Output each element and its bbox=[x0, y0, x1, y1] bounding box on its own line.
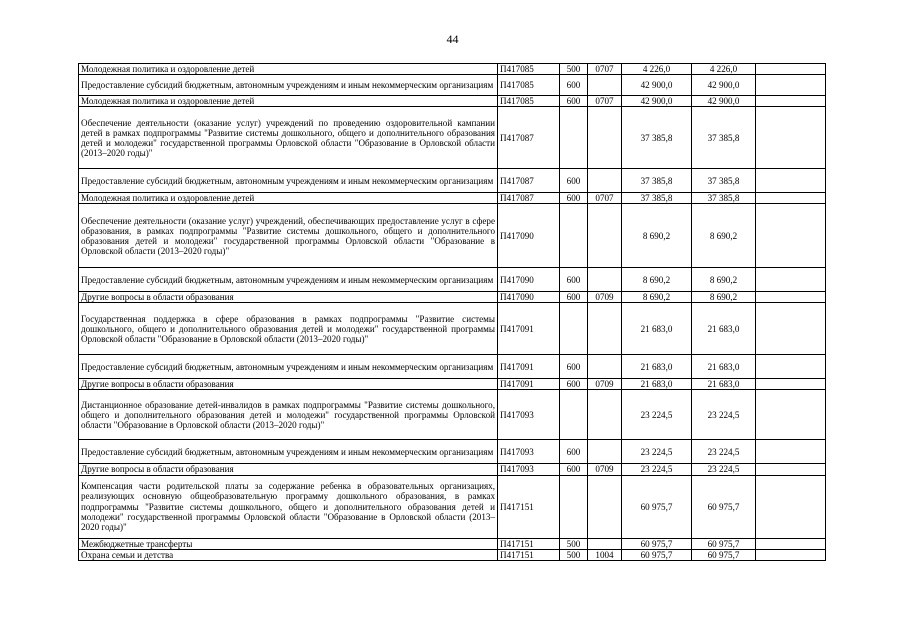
row-value-2: 42 900,0 bbox=[692, 75, 756, 96]
row-value-1: 37 385,8 bbox=[622, 107, 692, 169]
table-row bbox=[79, 475, 826, 538]
row-description: Государственная поддержка в сфере образования в рамках подпрограммы "Развитие системы дошкольного, общего и дополнительного образования детей и молодежи" государственной программы Орловской области "Образование в Орловской области (2013–2020 годы)" bbox=[79, 303, 498, 355]
row-code: П417151 bbox=[498, 475, 560, 538]
row-rz bbox=[588, 303, 622, 355]
row-rz: 0707 bbox=[588, 96, 622, 107]
row-description: Предоставление субсидий бюджетным, автономным учреждениям и иным некоммерческим организациям bbox=[79, 268, 498, 292]
row-value-2: 23 224,5 bbox=[692, 440, 756, 464]
table-row bbox=[79, 169, 826, 193]
row-description: Предоставление субсидий бюджетным, автономным учреждениям и иным некоммерческим организациям bbox=[79, 169, 498, 193]
row-description: Молодежная политика и оздоровление детей bbox=[79, 193, 498, 204]
row-description: Обеспечение деятельности (оказание услуг) учреждений по проведению оздоровительной кампании детей в рамках подпрограммы "Развитие системы дошкольного, общего и дополнительного образования детей и молодежи" государственной программы Орловской области "Образование в Орловской области (2013–2020 годы)" bbox=[79, 107, 498, 169]
row-empty-cell bbox=[756, 440, 826, 464]
row-value-1: 8 690,2 bbox=[622, 204, 692, 268]
row-value-2: 23 224,5 bbox=[692, 464, 756, 475]
row-value-2: 60 975,7 bbox=[692, 475, 756, 538]
row-vr: 500 bbox=[560, 538, 588, 549]
row-vr bbox=[560, 107, 588, 169]
budget-table-body bbox=[79, 64, 826, 561]
row-value-2: 8 690,2 bbox=[692, 292, 756, 303]
row-empty-cell bbox=[756, 464, 826, 475]
row-vr: 600 bbox=[560, 96, 588, 107]
row-vr bbox=[560, 390, 588, 440]
row-value-2: 21 683,0 bbox=[692, 355, 756, 379]
row-rz: 0709 bbox=[588, 292, 622, 303]
table-row bbox=[79, 193, 826, 204]
row-value-1: 21 683,0 bbox=[622, 303, 692, 355]
page-number: 44 bbox=[446, 32, 459, 46]
row-vr: 600 bbox=[560, 75, 588, 96]
row-description: Дистанционное образование детей-инвалидов в рамках подпрограммы "Развитие системы дошкольного, общего и дополнительного образования детей и молодежи" государственной программы Орловской области "Образование в Орловской области (2013–2020 годы)" bbox=[79, 390, 498, 440]
row-vr bbox=[560, 475, 588, 538]
row-description: Другие вопросы в области образования bbox=[79, 379, 498, 390]
row-code: П417087 bbox=[498, 107, 560, 169]
row-value-2: 23 224,5 bbox=[692, 390, 756, 440]
row-value-2: 42 900,0 bbox=[692, 96, 756, 107]
row-rz: 0707 bbox=[588, 64, 622, 75]
table-row bbox=[79, 96, 826, 107]
row-code: П417091 bbox=[498, 379, 560, 390]
row-vr: 600 bbox=[560, 292, 588, 303]
table-row bbox=[79, 303, 826, 355]
row-description: Другие вопросы в области образования bbox=[79, 292, 498, 303]
row-value-1: 42 900,0 bbox=[622, 75, 692, 96]
row-empty-cell bbox=[756, 292, 826, 303]
row-code: П417087 bbox=[498, 193, 560, 204]
row-code: П417093 bbox=[498, 390, 560, 440]
row-vr: 600 bbox=[560, 440, 588, 464]
row-description: Молодежная политика и оздоровление детей bbox=[79, 64, 498, 75]
table-row bbox=[79, 292, 826, 303]
table-row bbox=[79, 204, 826, 268]
row-rz bbox=[588, 268, 622, 292]
row-description: Предоставление субсидий бюджетным, автономным учреждениям и иным некоммерческим организациям bbox=[79, 355, 498, 379]
row-rz bbox=[588, 204, 622, 268]
row-value-1: 8 690,2 bbox=[622, 292, 692, 303]
row-value-2: 37 385,8 bbox=[692, 169, 756, 193]
table-row bbox=[79, 355, 826, 379]
row-empty-cell bbox=[756, 204, 826, 268]
row-description: Охрана семьи и детства bbox=[79, 549, 498, 560]
row-rz: 0709 bbox=[588, 379, 622, 390]
row-rz bbox=[588, 75, 622, 96]
row-value-2: 37 385,8 bbox=[692, 107, 756, 169]
row-value-2: 60 975,7 bbox=[692, 549, 756, 560]
row-rz bbox=[588, 169, 622, 193]
row-value-1: 23 224,5 bbox=[622, 464, 692, 475]
row-description: Компенсация части родительской платы за содержание ребенка в образовательных организациях, реализующих основную общеобразовательную программу дошкольного образования, в рамках подпрограммы "Развитие системы дошкольного, общего и дополнительного образования детей и молодежи" государственной программы Орловской области "Образование в Орловской области (2013–2020 годы)" bbox=[79, 475, 498, 538]
table-row bbox=[79, 549, 826, 560]
row-description: Предоставление субсидий бюджетным, автономным учреждениям и иным некоммерческим организациям bbox=[79, 440, 498, 464]
row-vr: 600 bbox=[560, 379, 588, 390]
row-empty-cell bbox=[756, 169, 826, 193]
row-value-2: 8 690,2 bbox=[692, 268, 756, 292]
row-rz bbox=[588, 538, 622, 549]
row-description: Межбюджетные трансферты bbox=[79, 538, 498, 549]
row-vr: 600 bbox=[560, 193, 588, 204]
row-rz: 1004 bbox=[588, 549, 622, 560]
row-empty-cell bbox=[756, 96, 826, 107]
table-row bbox=[79, 390, 826, 440]
table-row bbox=[79, 379, 826, 390]
row-description: Предоставление субсидий бюджетным, автономным учреждениям и иным некоммерческим организациям bbox=[79, 75, 498, 96]
row-empty-cell bbox=[756, 64, 826, 75]
row-vr: 600 bbox=[560, 268, 588, 292]
row-value-1: 8 690,2 bbox=[622, 268, 692, 292]
row-value-1: 60 975,7 bbox=[622, 549, 692, 560]
row-rz bbox=[588, 355, 622, 379]
row-code: П417090 bbox=[498, 292, 560, 303]
row-empty-cell bbox=[756, 475, 826, 538]
row-vr: 500 bbox=[560, 64, 588, 75]
row-value-2: 37 385,8 bbox=[692, 193, 756, 204]
table-row bbox=[79, 538, 826, 549]
row-code: П417151 bbox=[498, 538, 560, 549]
row-value-1: 60 975,7 bbox=[622, 475, 692, 538]
row-vr bbox=[560, 204, 588, 268]
row-rz: 0709 bbox=[588, 464, 622, 475]
row-code: П417090 bbox=[498, 268, 560, 292]
row-empty-cell bbox=[756, 379, 826, 390]
row-value-1: 21 683,0 bbox=[622, 379, 692, 390]
row-vr bbox=[560, 303, 588, 355]
row-rz bbox=[588, 440, 622, 464]
row-value-2: 8 690,2 bbox=[692, 204, 756, 268]
row-rz bbox=[588, 475, 622, 538]
row-value-1: 23 224,5 bbox=[622, 440, 692, 464]
row-vr: 500 bbox=[560, 549, 588, 560]
row-empty-cell bbox=[756, 268, 826, 292]
row-empty-cell bbox=[756, 390, 826, 440]
row-value-1: 37 385,8 bbox=[622, 169, 692, 193]
row-value-2: 21 683,0 bbox=[692, 379, 756, 390]
row-value-1: 42 900,0 bbox=[622, 96, 692, 107]
row-description: Другие вопросы в области образования bbox=[79, 464, 498, 475]
row-value-1: 37 385,8 bbox=[622, 193, 692, 204]
table-row bbox=[79, 440, 826, 464]
row-value-2: 4 226,0 bbox=[692, 64, 756, 75]
row-empty-cell bbox=[756, 538, 826, 549]
row-rz bbox=[588, 390, 622, 440]
row-code: П417151 bbox=[498, 549, 560, 560]
row-value-1: 23 224,5 bbox=[622, 390, 692, 440]
row-code: П417091 bbox=[498, 303, 560, 355]
row-empty-cell bbox=[756, 75, 826, 96]
row-code: П417085 bbox=[498, 64, 560, 75]
row-empty-cell bbox=[756, 355, 826, 379]
budget-table bbox=[78, 63, 826, 561]
row-value-1: 21 683,0 bbox=[622, 355, 692, 379]
row-code: П417093 bbox=[498, 464, 560, 475]
row-empty-cell bbox=[756, 303, 826, 355]
table-row bbox=[79, 75, 826, 96]
row-value-2: 21 683,0 bbox=[692, 303, 756, 355]
row-empty-cell bbox=[756, 549, 826, 560]
row-value-1: 4 226,0 bbox=[622, 64, 692, 75]
table-row bbox=[79, 464, 826, 475]
row-description: Молодежная политика и оздоровление детей bbox=[79, 96, 498, 107]
row-empty-cell bbox=[756, 193, 826, 204]
row-rz: 0707 bbox=[588, 193, 622, 204]
row-value-2: 60 975,7 bbox=[692, 538, 756, 549]
row-code: П417091 bbox=[498, 355, 560, 379]
table-row bbox=[79, 64, 826, 75]
row-description: Обеспечение деятельности (оказание услуг) учреждений, обеспечивающих предоставление услуг в сфере образования, в рамках подпрограммы "Развитие системы дошкольного, общего и дополнительного образования детей и молодежи" государственной программы Орловской области "Образование в Орловской области (2013–2020 годы)" bbox=[79, 204, 498, 268]
row-code: П417085 bbox=[498, 96, 560, 107]
row-value-1: 60 975,7 bbox=[622, 538, 692, 549]
row-rz bbox=[588, 107, 622, 169]
row-vr: 600 bbox=[560, 169, 588, 193]
row-code: П417087 bbox=[498, 169, 560, 193]
row-vr: 600 bbox=[560, 464, 588, 475]
row-code: П417090 bbox=[498, 204, 560, 268]
table-row bbox=[79, 107, 826, 169]
row-code: П417085 bbox=[498, 75, 560, 96]
row-empty-cell bbox=[756, 107, 826, 169]
row-code: П417093 bbox=[498, 440, 560, 464]
row-vr: 600 bbox=[560, 355, 588, 379]
table-row bbox=[79, 268, 826, 292]
